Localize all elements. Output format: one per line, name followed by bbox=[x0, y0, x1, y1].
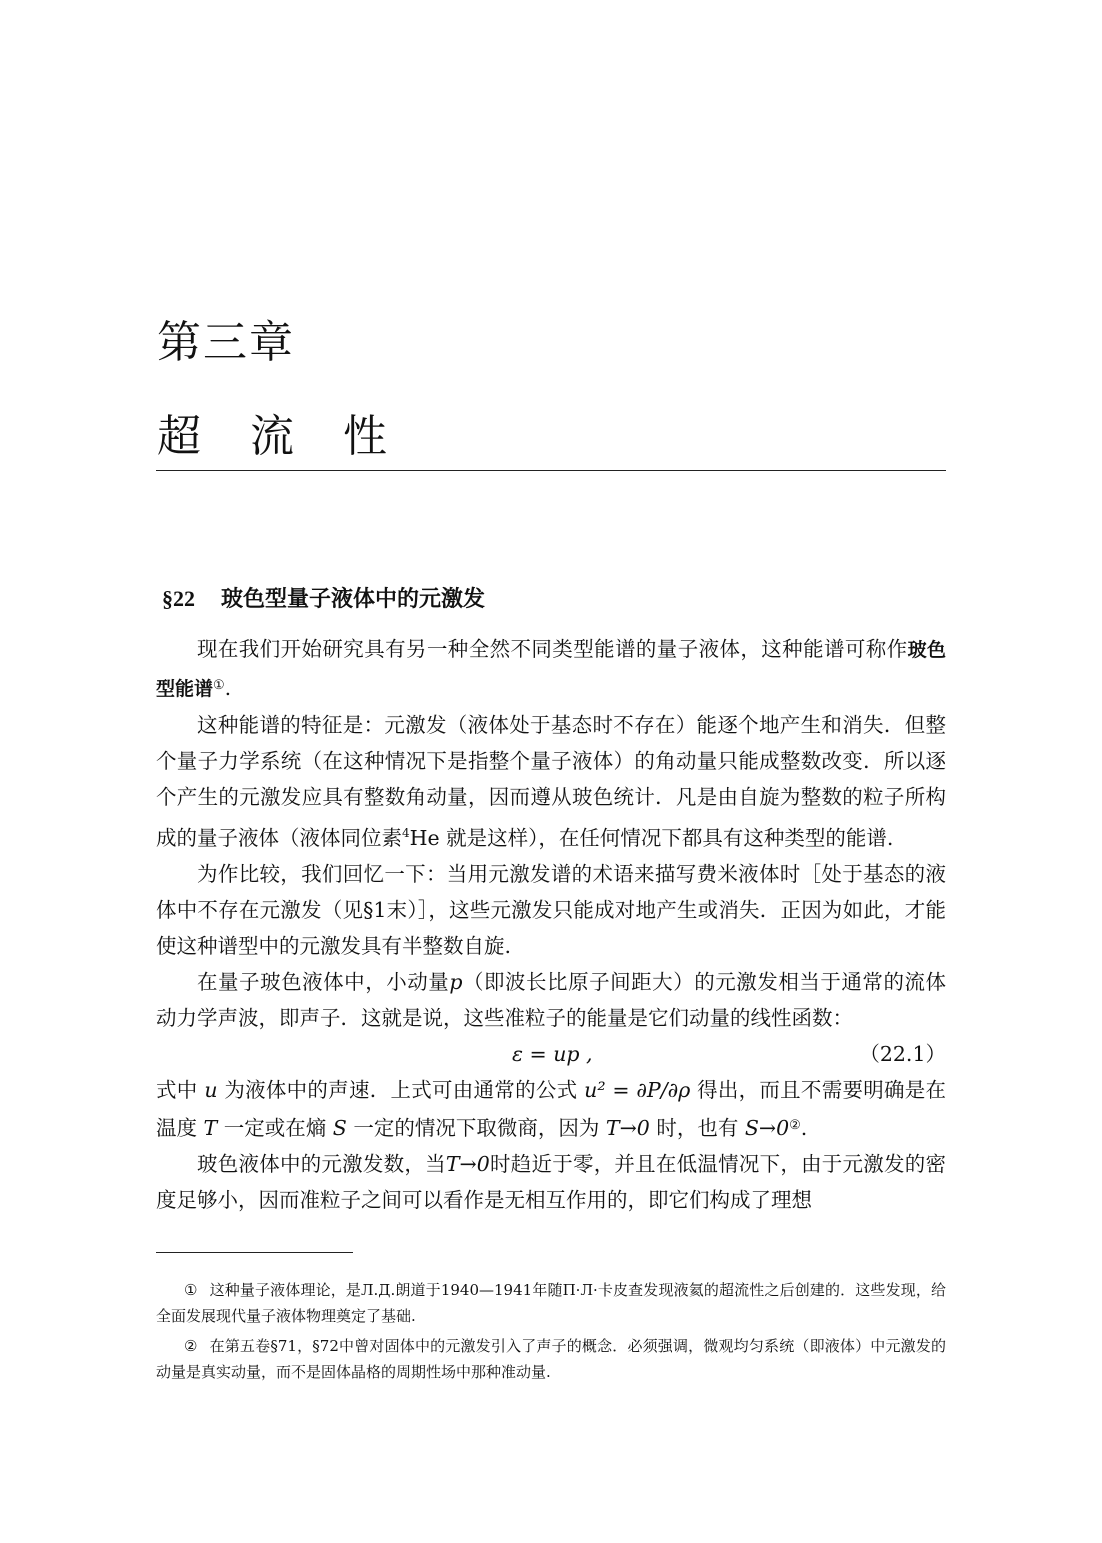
paragraph-4 bbox=[156, 964, 946, 1036]
chapter-label: 第三章 bbox=[157, 317, 295, 368]
paragraph-1-text: 现在我们开始研究具有另一种全然不同类型能谱的量子液体，这种能谱可称作 bbox=[197, 637, 908, 661]
footnote-2 bbox=[156, 1333, 946, 1385]
paragraph-1-end: . bbox=[224, 676, 232, 700]
footnote-ref-2[interactable]: ② bbox=[789, 1117, 801, 1133]
equation-content: ε = up , bbox=[512, 1041, 593, 1066]
paragraph-5-text-f: 时，也有 bbox=[656, 1115, 739, 1140]
paragraph-4-text-b: （即波长比原子间距大）的元激发相当于通常的流体动力学声波，即声子．这就是说，这些准粒子的能量是它们动量的线性函数： bbox=[156, 969, 947, 1030]
paragraph-6 bbox=[156, 1146, 946, 1218]
footnotes bbox=[156, 1277, 946, 1389]
sound-speed-formula: u² = ∂P/∂ρ bbox=[584, 1077, 691, 1102]
paragraph-6-text-b: 时趋近于零，并且在低温情况下，由于元激发的密度足够小，因而准粒子之间可以看作是无相互作用的，即它们构成了理想 bbox=[156, 1151, 947, 1212]
footnote-1-mark: ① bbox=[184, 1281, 198, 1299]
paragraph-5-end: . bbox=[800, 1115, 808, 1140]
footnote-2-text: 在第五卷§71，§72中曾对固体中的元激发引入了声子的概念．必须强调，微观均匀系统（即液体）中元激发的动量是真实动量，而不是固体晶格的周期性场中那种准动量. bbox=[156, 1337, 947, 1381]
momentum-symbol: p bbox=[449, 969, 463, 994]
equation-number: （22.1） bbox=[859, 1041, 946, 1066]
paragraph-5-text-e: 一定的情况下取微商，因为 bbox=[353, 1115, 600, 1140]
temperature-limit: T→0 bbox=[605, 1115, 650, 1140]
entropy-limit: S→0 bbox=[744, 1115, 790, 1140]
paragraph-1 bbox=[156, 631, 946, 707]
paragraph-5-text-a: 式中 bbox=[156, 1077, 198, 1102]
paragraph-5 bbox=[156, 1072, 946, 1146]
defined-term: 玻色型能谱 bbox=[156, 639, 946, 700]
isotope-superscript: 4 bbox=[402, 826, 410, 840]
body-text bbox=[156, 631, 946, 1218]
footnote-1 bbox=[156, 1277, 946, 1329]
paragraph-5-text-c: 得出，而且不需要明确是在温度 bbox=[156, 1077, 947, 1140]
equation-22-1 bbox=[156, 1036, 946, 1072]
temperature-symbol: T bbox=[203, 1115, 218, 1140]
paragraph-2-text-b: He 就是这样），在任何情况下都具有这种类型的能谱. bbox=[409, 825, 894, 850]
paragraph-2 bbox=[156, 707, 946, 856]
section-title: 玻色型量子液体中的元激发 bbox=[221, 587, 486, 612]
footnote-divider bbox=[156, 1252, 353, 1253]
paragraph-2-text-a: 这种能谱的特征是：元激发（液体处于基态时不存在）能逐个地产生和消失．但整个量子力学系统（在这种情况下是指整个量子液体）的角动量只能成整数改变．所以逐个产生的元激发应具有整数角动量，因而遵从玻色统计．凡是由自旋为整数的粒子所构成的量子液体（液体同位素 bbox=[156, 713, 946, 850]
sound-speed-symbol: u bbox=[204, 1077, 218, 1102]
footnote-2-mark: ② bbox=[184, 1337, 198, 1355]
chapter-title: 超流性 bbox=[157, 411, 436, 462]
section-number: §22 bbox=[162, 586, 195, 611]
section-heading bbox=[162, 582, 485, 613]
temperature-limit-2: T→0 bbox=[445, 1151, 490, 1176]
footnote-1-text: 这种量子液体理论，是Л.Д.朗道于1940—1941年随П·Л·卡皮查发现液氦的超流性之后创建的．这些发现，给全面发展现代量子液体物理奠定了基础. bbox=[156, 1281, 946, 1325]
paragraph-5-text-d: 一定或在熵 bbox=[223, 1115, 327, 1140]
paragraph-4-text-a: 在量子玻色液体中，小动量 bbox=[197, 969, 450, 994]
paragraph-3: 为作比较，我们回忆一下：当用元激发谱的术语来描写费米液体时［处于基态的液体中不存在元激发（见§1末）］，这些元激发只能成对地产生或消失．正因为如此，才能使这种谱型中的元激发具有半整数自旋. bbox=[156, 861, 946, 958]
chapter-divider bbox=[156, 470, 946, 471]
entropy-symbol: S bbox=[332, 1115, 347, 1140]
paragraph-6-text-a: 玻色液体中的元激发数，当 bbox=[197, 1151, 446, 1176]
footnote-ref-1[interactable]: ① bbox=[213, 678, 225, 693]
paragraph-5-text-b: 为液体中的声速．上式可由通常的公式 bbox=[224, 1077, 578, 1102]
